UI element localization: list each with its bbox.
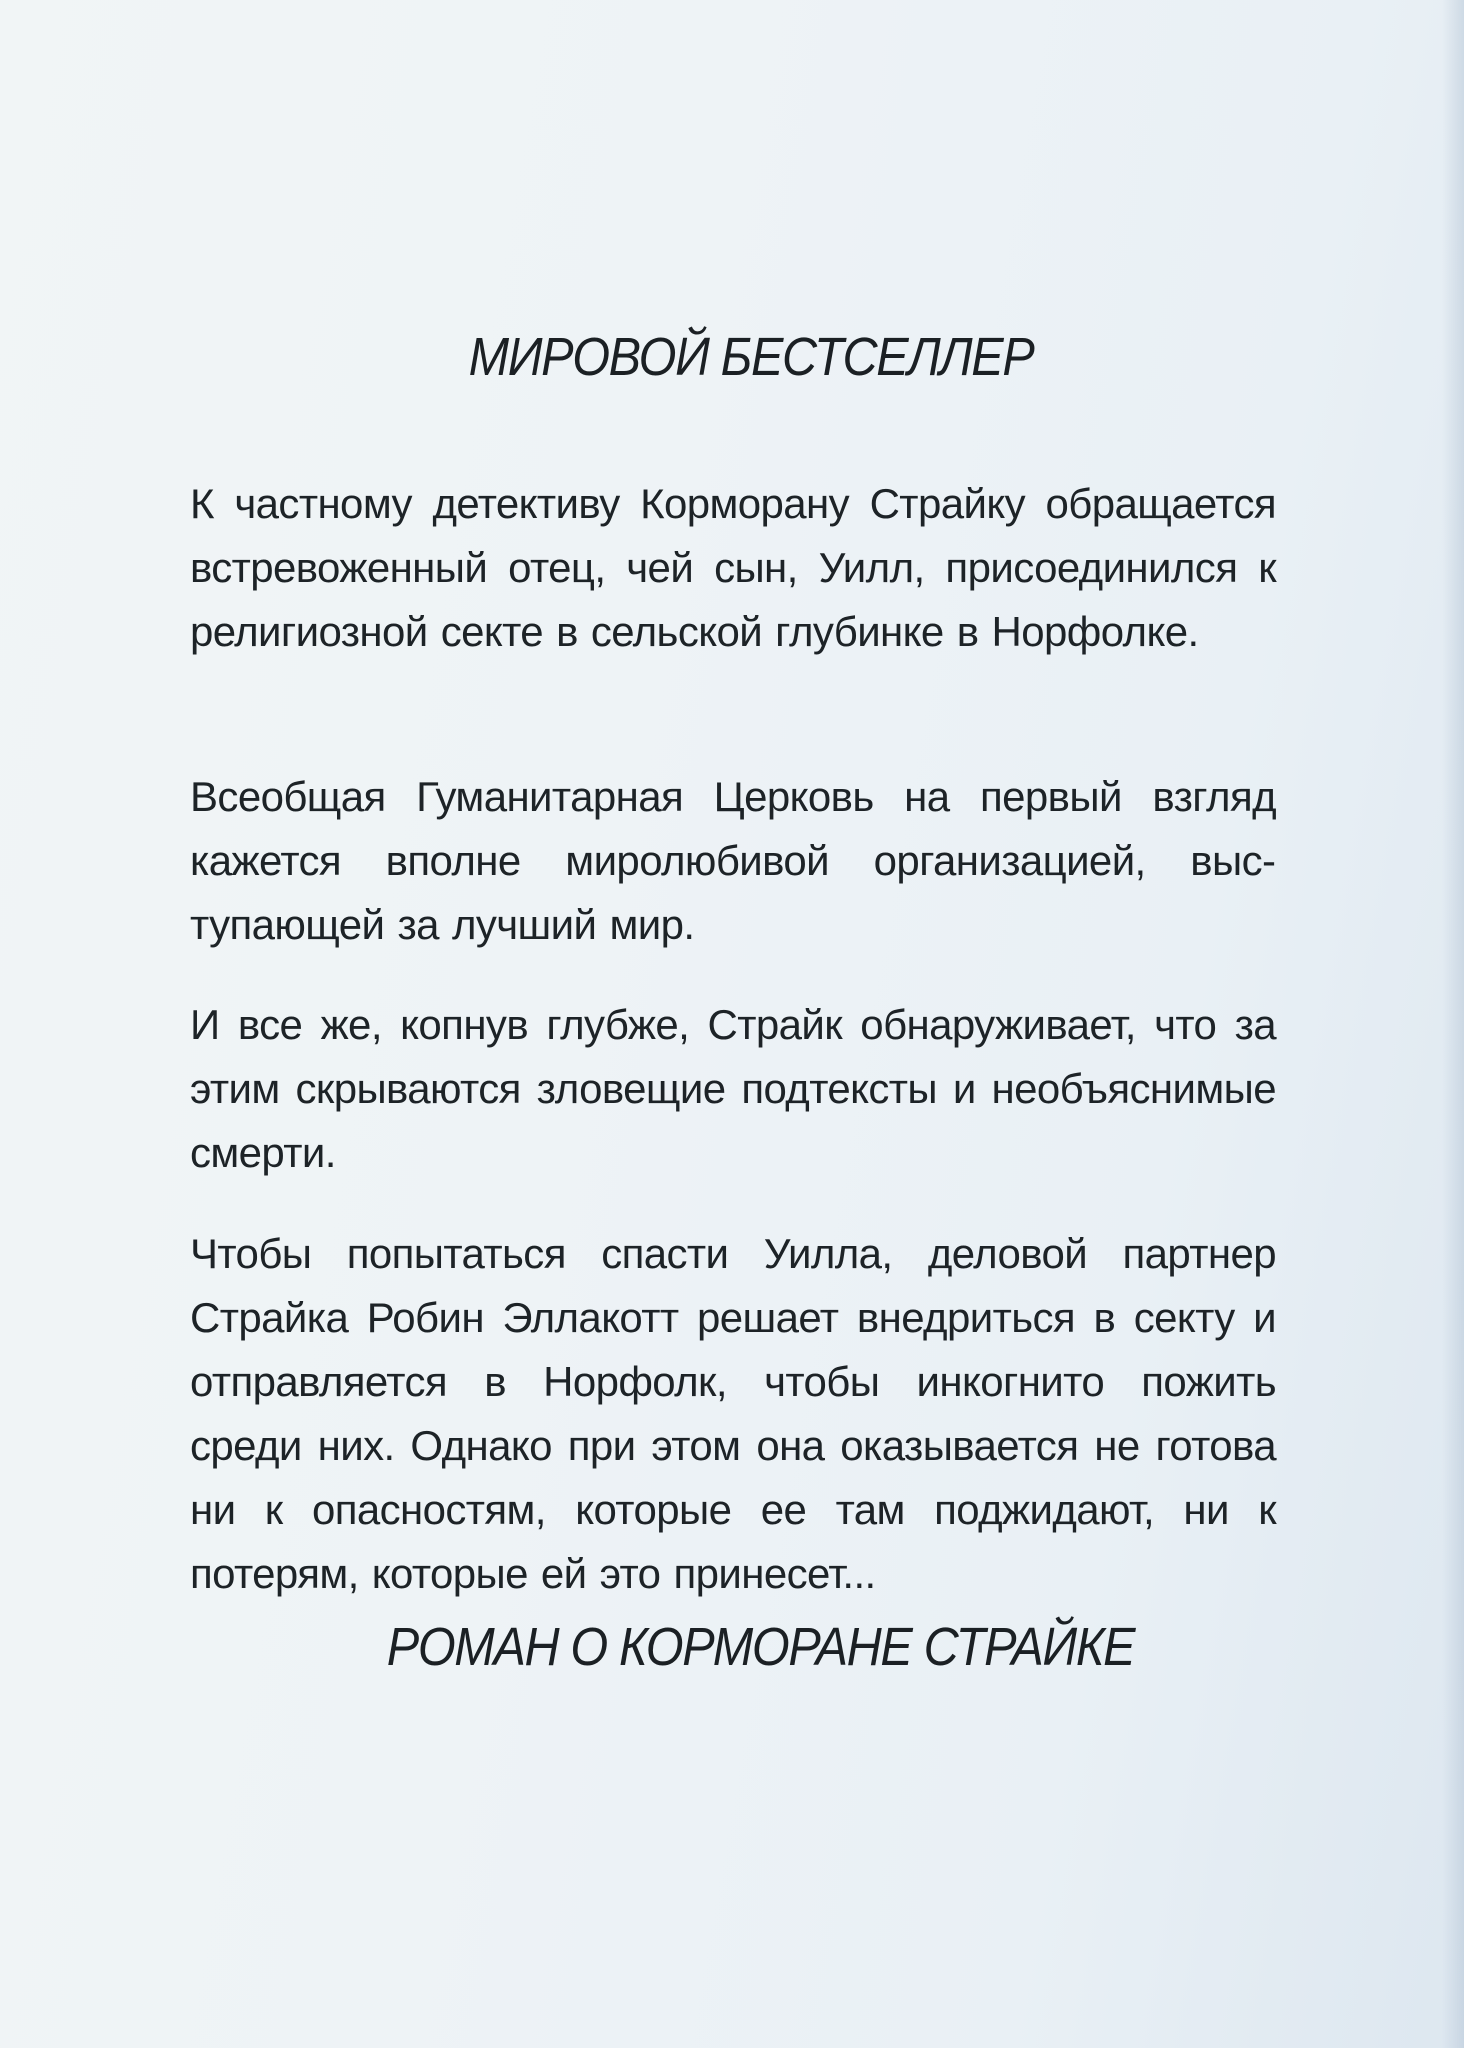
paragraph-text: Чтобы попытаться спасти Уилла, деловой партнер Страйка Робин Эллакотт решает внедриться в секту и отправляется в Норфолк, чтобы инкогнито пожить среди них. Однако при этом она оказывается не готова ни к опасностям, которые ее там поджидают, ни к потерям, которые ей это принесет... [190,1230,1276,1597]
bottom-heading: РОМАН О КОРМОРАНЕ СТРАЙКЕ [386,1617,1135,1677]
top-heading: МИРОВОЙ БЕСТСЕЛЛЕР [468,327,1034,387]
blurb-paragraph-4 [190,1222,1276,1606]
blurb-paragraph-3 [190,993,1276,1185]
blurb-paragraph-1 [190,472,1276,664]
paragraph-text: К частному детективу Корморану Страйку обращается встревоженный отец, чей сын, Уилл, присоединился к религиозной секте в сельской глубинке в Норфолке. [190,480,1276,655]
blurb-paragraph-2 [190,765,1276,957]
paragraph-text: И все же, копнув глубже, Страйк обнаруживает, что за этим скрываются зловещие подтексты и необъяснимые смерти. [190,1001,1276,1176]
paragraph-text: Всеобщая Гуманитарная Церковь на первый взгляд кажется вполне миролюбивой организацией, выступающей за лучший мир. [190,773,1276,948]
